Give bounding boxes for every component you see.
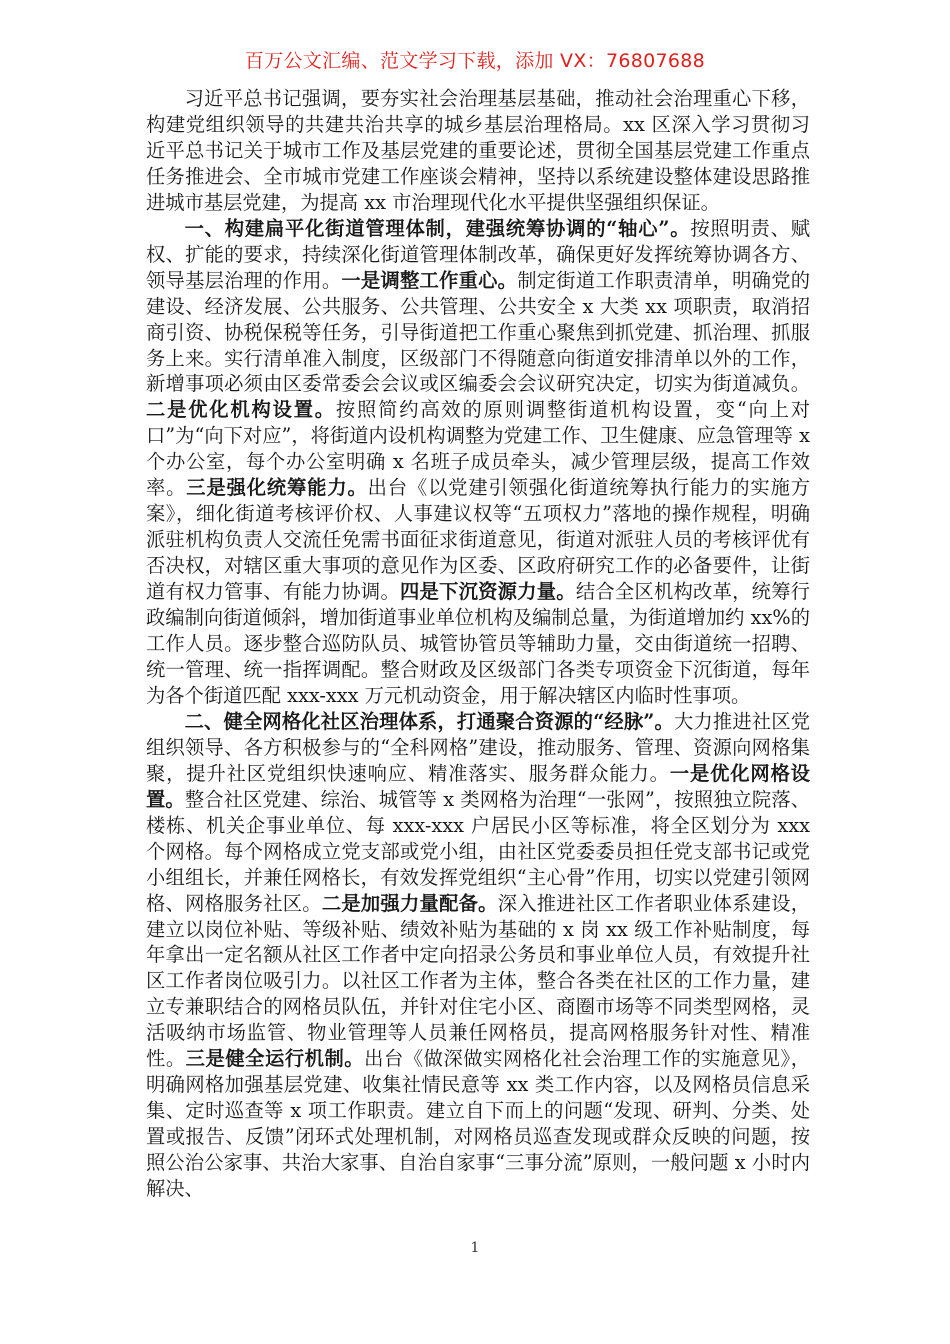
download-banner: 百万公文汇编、范文学习下载，添加 VX：76807688 (244, 50, 706, 72)
section-2-point-2: 二是加强力量配备。 (321, 891, 498, 915)
section-1-text: 出台《以党建引领强化街道统筹执行能力的实施方案》，细化街道考核评价权、人事建议权等“五项权力”落地的操作规程，明确派驻机构负责人交流任免需书面征求街道意见，街道对派驻人员的考核评优有否决权，对辖区重大事项的意见作为区委、区政府研究工作的必备要件，让街道有权力管事、有能力协调。 (146, 476, 811, 604)
section-1-paragraph (146, 216, 810, 709)
intro-paragraph (146, 86, 810, 216)
section-1-text: 按照简约高效的原则调整街道机构设置，变“向上对口”为“向下对应”，将街道内设机构调整为党建工作、卫生健康、应急管理等 x 个办公室，每个办公室明确 x 名班子成员牵头，减少管理层级，提高工作效率。 (146, 398, 811, 500)
section-2-text: 整合社区党建、综治、城管等 x 类网格为治理“一张网”，按照独立院落、楼栋、机关企事业单位、每 xxx-xxx 户居民小区等标准，将全区划分为 xxx 个网格。每个网格成立党支部或党小组，由社区党委委员担任党支部书记或党小组组长，并兼任网格长，有效发挥党组织“主心骨”作用，切实以党建引领网格、网格服务社区。 (146, 787, 811, 915)
section-1-text: 按照明责、赋权、扩能的要求，持续深化街道管理体制改革，确保更好发挥统筹协调各方、领导基层治理的作用。 (146, 216, 810, 292)
section-1-point-1: 一是调整工作重心。 (341, 268, 518, 292)
intro-text: 习近平总书记强调，要夯实社会治理基层基础，推动社会治理重心下移，构建党组织领导的共建共治共享的城乡基层治理格局。xx 区深入学习贯彻习近平总书记关于城市工作及基层党建的重要论述，贯彻全国基层党建工作重点任务推进会、全市城市党建工作座谈会精神，坚持以系统建设整体建设思路推进城市基层党建，为提高 xx 市治理现代化水平提供坚强组织保证。 (146, 87, 810, 214)
page-number: 1 (470, 1240, 480, 1256)
section-2-point-3: 三是健全运行机制。 (185, 1047, 365, 1071)
section-2-text: 大力推进社区党组织领导、各方积极参与的“全科网格”建设，推动服务、管理、资源向网格集聚，提升社区党组织快速响应、精准落实、服务群众能力。 (146, 709, 810, 785)
section-1-point-2: 二是优化机构设置。 (146, 398, 336, 422)
section-1-point-3: 三是强化统筹能力。 (186, 476, 368, 500)
document-body (146, 86, 810, 1202)
section-2-heading: 二、健全网格化社区治理体系，打通聚合资源的“经脉”。 (184, 709, 674, 733)
section-2-paragraph (146, 709, 810, 1202)
section-1-point-4: 四是下沉资源力量。 (399, 580, 576, 604)
section-2-text: 出台《做深做实网格化社会治理工作的实施意见》，明确网格加强基层党建、收集社情民意等 xx 类工作内容，以及网格员信息采集、定时巡查等 x 项工作职责。建立自下而上的问题“发现、研判、分类、处置或报告、反馈”闭环式处理机制，对网格员巡查发现或群众反映的问题，按照公治公家事、共治大家事、自治自家事“三事分流”原则，一般问题 x 小时内解决、 (146, 1047, 811, 1201)
section-1-text: 制定街道工作职责清单，明确党的建设、经济发展、公共服务、公共管理、公共安全 x 大类 xx 项职责，取消招商引资、协税保税等任务，引导街道把工作重心聚焦到抓党建、抓治理、抓服务上来。实行清单准入制度，区级部门不得随意向街道安排清单以外的工作，新增事项必须由区委常委会会议或区编委会会议研究决定，切实为街道减负。 (146, 268, 811, 396)
section-1-text: 结合全区机构改革，统筹行政编制向街道倾斜，增加街道事业单位机构及编制总量，为街道增加约 xx%的工作人员。逐步整合巡防队员、城管协管员等辅助力量，交由街道统一招聘、统一管理、统一指挥调配。整合财政及区级部门各类专项资金下沉街道，每年为各个街道匹配 xxx-xxx 万元机动资金，用于解决辖区内临时性事项。 (146, 580, 811, 707)
section-1-heading: 一、构建扁平化街道管理体制，建强统筹协调的“轴心”。 (184, 216, 691, 240)
section-2-text: 深入推进社区工作者职业体系建设，建立以岗位补贴、等级补贴、绩效补贴为基础的 x 岗 xx 级工作补贴制度，每年拿出一定名额从社区工作者中定向招录公务员和事业单位人员，有效提升社区工作者岗位吸引力。以社区工作者为主体，整合各类在社区的工作力量，建立专兼职结合的网格员队伍，并针对住宅小区、商圈市场等不同类型网格，灵活吸纳市场监管、物业管理等人员兼任网格员，提高网格服务针对性、精准性。 (146, 891, 811, 1071)
section-2-point-1: 一是优化网格设置。 (146, 761, 811, 811)
